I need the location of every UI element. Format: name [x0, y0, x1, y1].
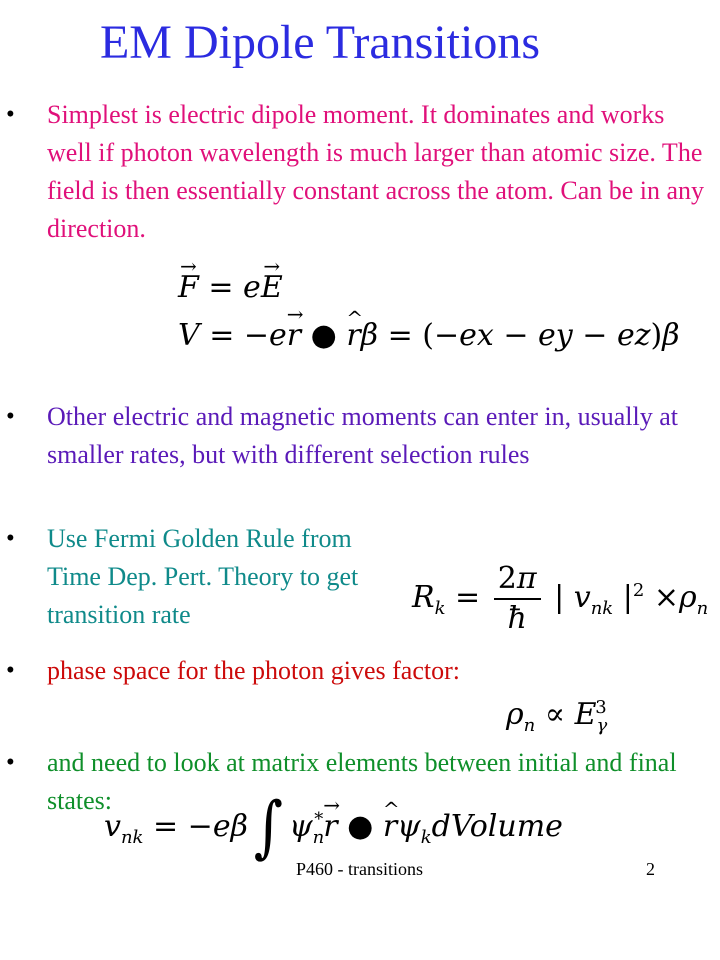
equation-potential: V = −e→ r ● ^ rβ = (−ex − ey − ez)β — [178, 316, 680, 356]
equation-force: → F = e→ E — [178, 268, 283, 308]
bullet-electric-dipole — [6, 96, 706, 248]
bullet-text: Other electric and magnetic moments can enter in, usually at smaller rates, but with different selection rules — [47, 402, 678, 469]
page-title: EM Dipole Transitions — [99, 16, 541, 69]
bullet-other-moments — [6, 398, 706, 512]
bullet-marker: • — [6, 101, 15, 128]
equation-phase-space: $\rho_n \propto E_\gamma^3$ — [506, 697, 608, 736]
bullet-marker: • — [6, 525, 15, 552]
bullet-phase-space — [6, 652, 706, 690]
bullet-text: Simplest is electric dipole moment. It dominates and works well if photon wavelength is much larger than atomic size. The field is then essentially constant across the atom. Can be in any direction. — [47, 100, 705, 243]
bullet-text: phase space for the photon gives factor: — [47, 656, 460, 685]
bullet-text: Use Fermi Golden Rule from Time Dep. Pert. Theory to get transition rate — [47, 524, 359, 629]
equation-matrix-element: $v_{nk} = -e\beta$ ∫ $\psi_n^*\to r$ ● ^ $r\psi_kdVolume$ — [104, 800, 563, 858]
bullet-marker: • — [6, 657, 15, 684]
footer-course: P460 - transitions — [296, 859, 424, 879]
bullet-text: and need to look at matrix elements between initial and final states: — [47, 748, 677, 815]
equation-transition-rate: $R_k$ = $\frac{2\pi}{ħ}$ | $v_{nk}$ $|^2 \times\rho_n$ — [412, 561, 709, 636]
bullet-marker: • — [6, 749, 15, 776]
footer-page-number: 2 — [646, 859, 655, 879]
bullet-marker: • — [6, 403, 15, 430]
